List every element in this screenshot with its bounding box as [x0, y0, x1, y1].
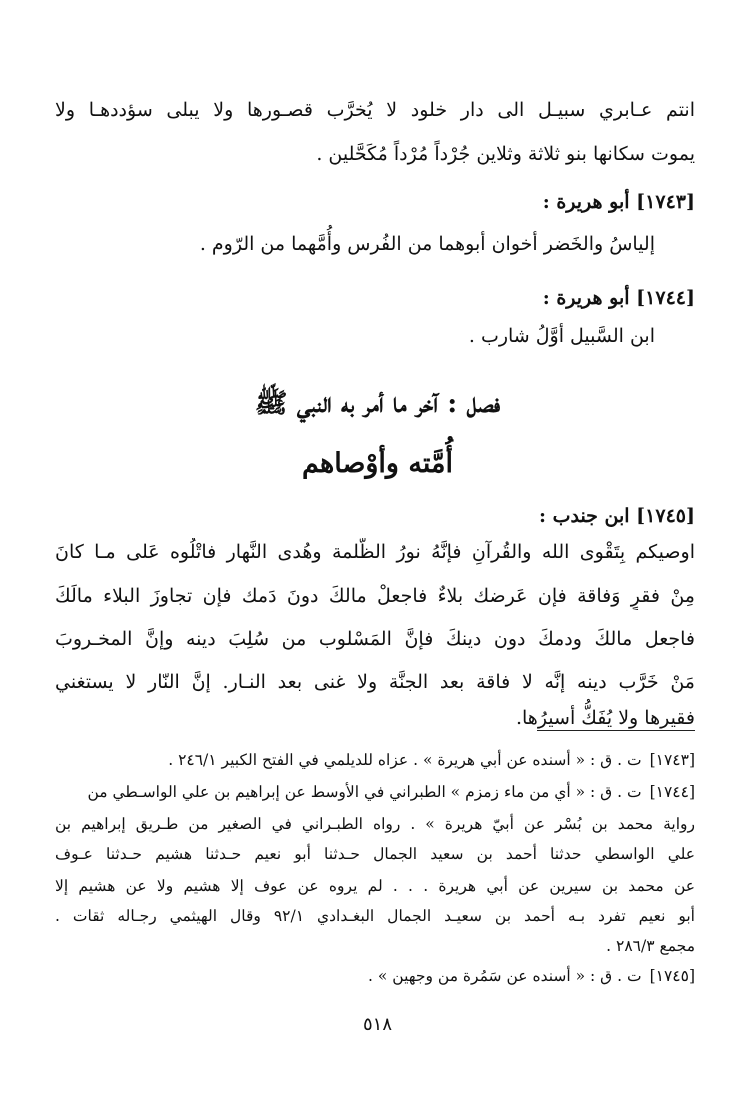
- footnote-1744-text-1: ت . ق : « أي من ماء زمزم » الطبراني في الأوسط عن إبراهيم بن علي الواسـطي من: [87, 783, 642, 801]
- entry-1745-line-1: اوصيكم بِتَقْوى الله والقُرآنِ فإنَّهُ نورُ الظُّلمة وهُدى النَّهار فاتْلُوه عَلى مـا كانَ: [55, 541, 695, 563]
- entry-1743-text: إلياسُ والخَضر أخوان أبوهما من الفُرس وأُمَّهما من الرّوم .: [199, 233, 655, 255]
- footnote-1744-line-2: رواية محمد بن بُسْر عن أبيّ هريرة » . رواه الطبـراني في الصغير من طـريق إبراهيم بن: [55, 815, 695, 833]
- entry-1745-line-3: فاجعل مالكَ ودمكَ دون دينكَ فإنَّ المَسْلوب من سُلِبَ دينه وإنَّ المخـروبَ: [55, 628, 695, 650]
- entry-1744-text: ابن السَّبيل أوَّلُ شارب .: [468, 325, 655, 347]
- footnote-1745-ref: [١٧٤٥]: [649, 967, 695, 985]
- footnote-1744-line-4: عن محمد بن سيرين عن أبي هريرة . . . لم يروه عن عوف إلا هشيم ولا عن هشيم إلا: [55, 877, 695, 895]
- entry-1745-line-5: فقيرها ولا يُفَكُّ أسيرُها.: [515, 707, 695, 729]
- entry-1744-head: [١٧٤٤] أبو هريرة :: [542, 287, 695, 309]
- section-heading-2: أُمَّته وأوْصاهم: [302, 448, 453, 479]
- entry-1745-line-4: مَنْ خَرَّب دينه إنَّه لا فاقة بعد الجنَّة ولا غنى بعد النـار. إنَّ النّار لا يستغني: [55, 671, 695, 693]
- footnote-1743-ref: [١٧٤٣]: [649, 751, 695, 769]
- footnote-1744-line-1: [55, 780, 695, 804]
- intro-line-2: يموت سكانها بنو ثلاثة وثلاين جُرْداً مُرْداً مُكَحَّلين .: [316, 143, 695, 165]
- footnote-1744-ref: [١٧٤٤]: [649, 783, 695, 801]
- footnote-1744-line-3: علي الواسطي حدثنا أحمد بن سعيد الجمال حـدثنا أبو نعيم حـدثنا هشيم حـدثنا عـوف: [55, 845, 695, 863]
- footnote-1743-text: ت . ق : « أسنده عن أبي هريرة » . عزاه للديلمي في الفتح الكبير ٢٤٦/١ .: [168, 751, 642, 769]
- footnote-1744-line-6: مجمع ٢٨٦/٣ .: [606, 937, 695, 955]
- footnote-separator: [537, 730, 695, 731]
- page-number: ٥١٨: [362, 1014, 392, 1035]
- footnote-1743: [55, 748, 695, 772]
- footnote-1744-line-5: أبو نعيم تفرد بـه أحمد بن سعيـد الجمال البغـدادي ٩٢/١ وقال الهيثمي رجـاله ثقات .: [55, 907, 695, 925]
- intro-line-1: انتم عـابري سبيـل الى دار خلود لا يُخرَّب قصـورها ولا يبلى سؤددهـا ولا: [55, 99, 695, 121]
- section-heading-1: فصل : آخر ما أمر به النبي ﷺ: [254, 388, 501, 419]
- entry-1745-line-2: مِنْ فقرٍ وَفاقة فإن عَرضك بلاءٌ فاجعلْ مالكَ دونَ دَمك فإن تجاوزَ البلاء مالَكَ: [55, 585, 695, 607]
- entry-1745-head: [١٧٤٥] ابن جندب :: [538, 505, 695, 527]
- footnote-1745: [55, 964, 695, 988]
- footnote-1745-text: ت . ق : « أسنده عن سَمُرة من وجهين » .: [368, 967, 642, 985]
- entry-1743-head: [١٧٤٣] أبو هريرة :: [542, 191, 695, 213]
